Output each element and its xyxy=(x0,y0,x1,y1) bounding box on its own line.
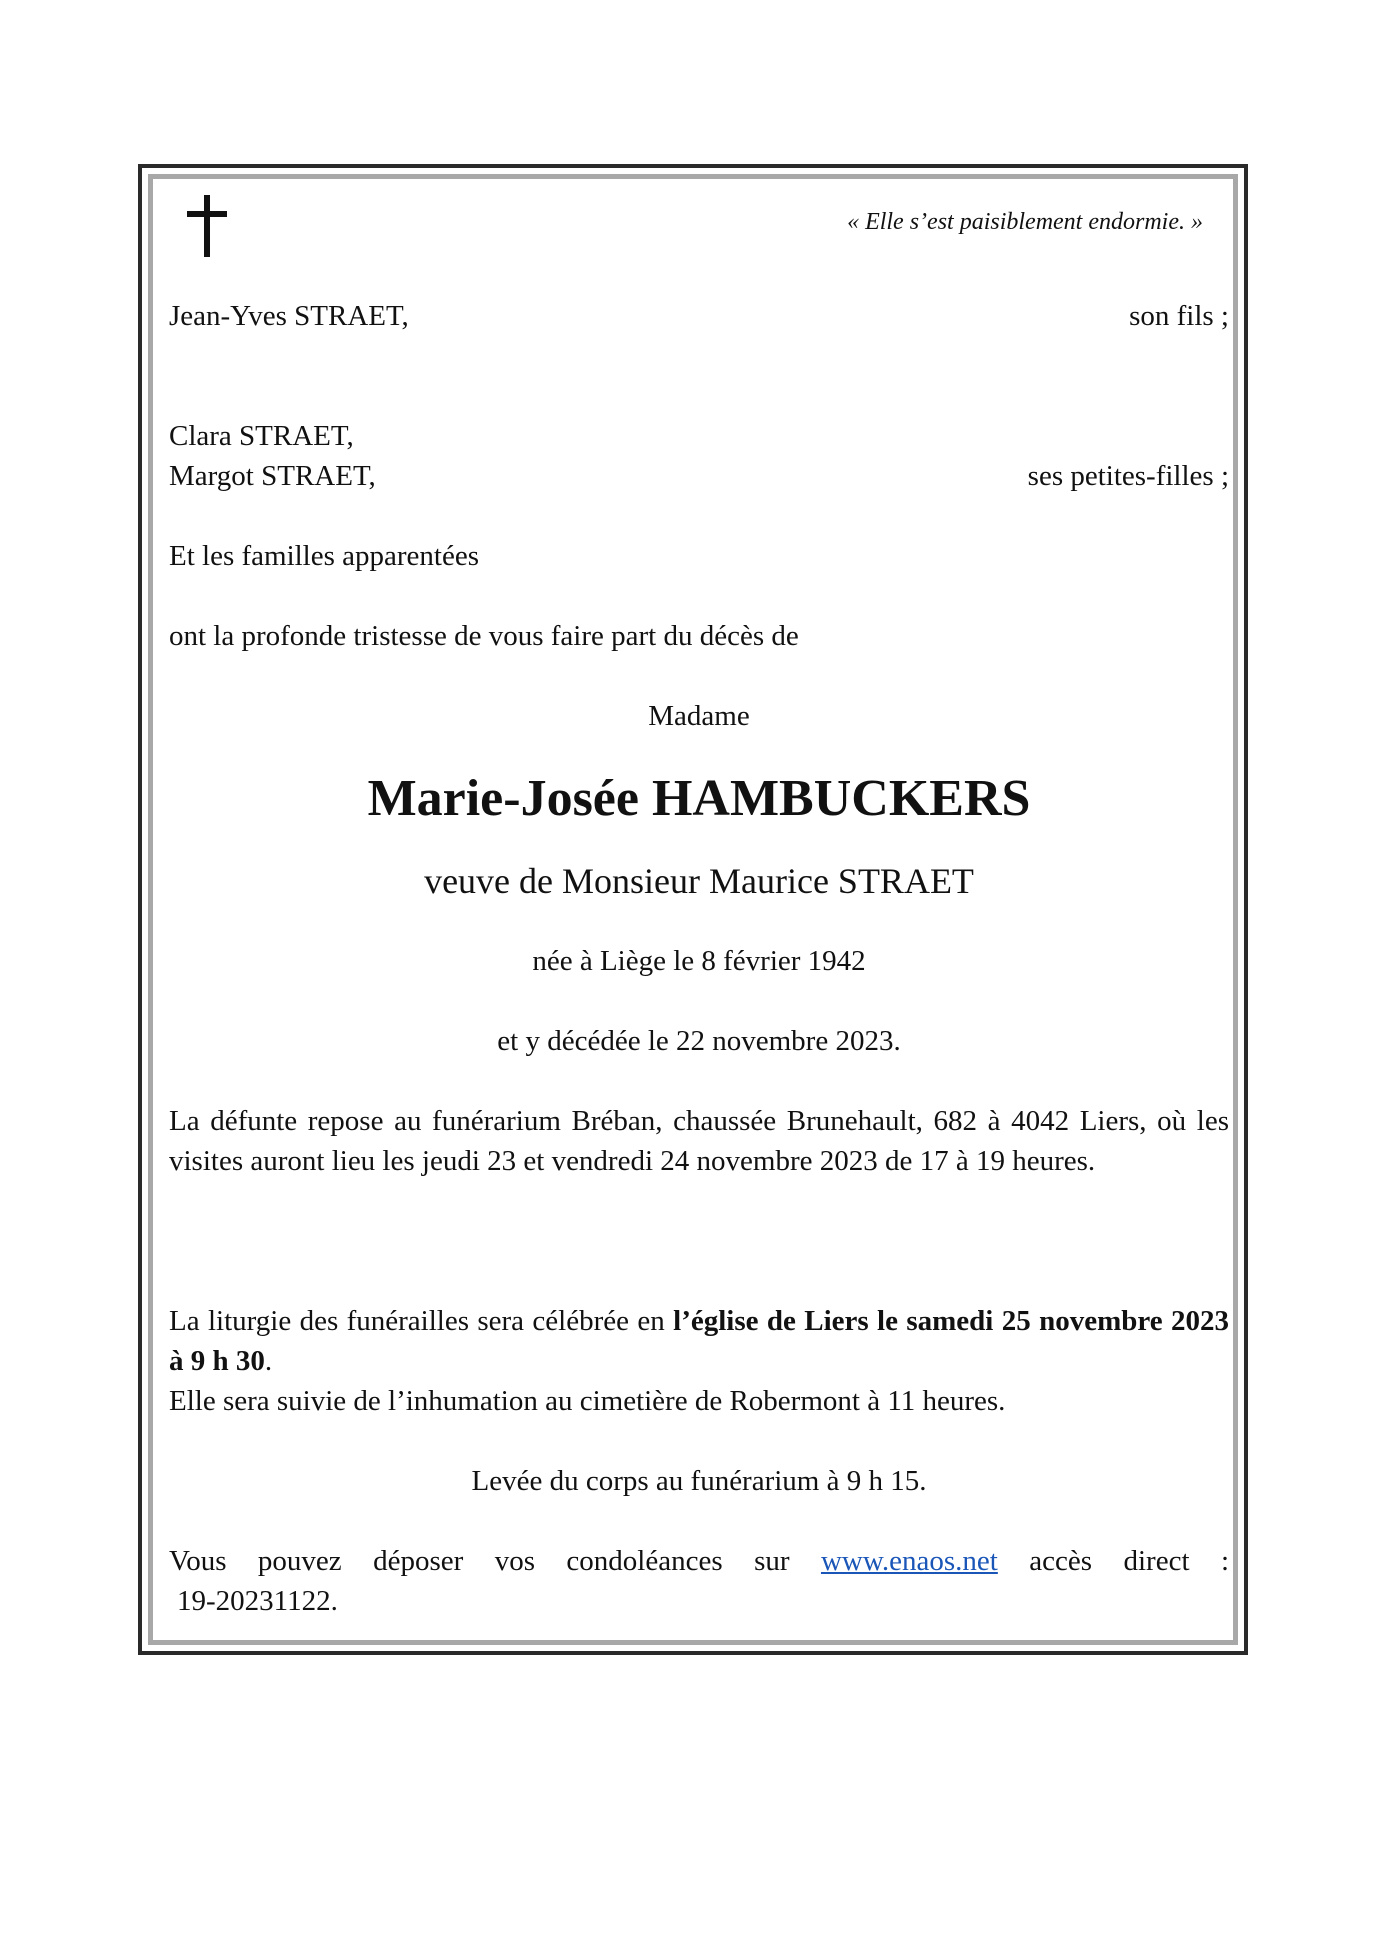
rest-paragraph: La défunte repose au funérarium Bréban, chaussée Brunehault, 682 à 4042 Liers, où les visites auront lieu les jeudi 23 et vendredi 24 novembre 2023 de 17 à 19 heures. xyxy=(169,1105,1229,1177)
condolences-suffix: accès direct : xyxy=(997,1545,1230,1577)
birth-line: née à Liège le 8 février 1942 xyxy=(532,945,866,977)
liturgy-paragraph xyxy=(169,1301,1229,1421)
granddaughters-role: ses petites-filles ; xyxy=(1027,460,1229,492)
epitaph-quote: « Elle s’est paisiblement endormie. » xyxy=(847,209,1203,235)
liturgy-suffix: . xyxy=(264,1345,273,1377)
liturgy-prefix: La liturgie des funérailles sera célébrée en xyxy=(169,1305,674,1337)
son-role: son fils ; xyxy=(1129,300,1229,332)
notice-frame xyxy=(138,164,1248,1655)
cross-icon xyxy=(187,195,227,257)
condolences-prefix: Vous pouvez déposer vos condoléances sur xyxy=(169,1545,821,1577)
notice-inner-frame xyxy=(148,174,1238,1645)
honorific: Madame xyxy=(648,700,750,732)
family-row-granddaughter-2 xyxy=(169,456,1229,496)
relatives-line: Et les familles apparentées xyxy=(169,540,480,572)
death-line: et y décédée le 22 novembre 2023. xyxy=(497,1025,901,1057)
liturgy-church-date: l’église de Liers le samedi 25 novembre 2023 à 9 h 30 xyxy=(169,1305,1229,1377)
condolences-link[interactable]: www.enaos.net xyxy=(820,1545,998,1577)
direct-access-code: 19-20231122. xyxy=(177,1585,338,1617)
announcement-line: ont la profonde tristesse de vous faire part du décès de xyxy=(169,620,799,652)
family-row-granddaughter-1 xyxy=(169,416,1229,456)
family-row-son xyxy=(169,296,1229,336)
liturgy-text xyxy=(169,1301,1229,1381)
son-name: Jean-Yves STRAET, xyxy=(169,300,409,332)
granddaughter-1-name: Clara STRAET, xyxy=(169,420,354,452)
condolences-paragraph xyxy=(169,1541,1229,1621)
levee-line: Levée du corps au funérarium à 9 h 15. xyxy=(471,1465,927,1497)
burial-line: Elle sera suivie de l’inhumation au cimetière de Robermont à 11 heures. xyxy=(169,1385,1006,1417)
widow-of: veuve de Monsieur Maurice STRAET xyxy=(424,861,974,901)
deceased-name: Marie-Josée HAMBUCKERS xyxy=(367,770,1031,827)
granddaughter-2-name: Margot STRAET, xyxy=(169,460,376,492)
condolences-text xyxy=(169,1541,1229,1581)
